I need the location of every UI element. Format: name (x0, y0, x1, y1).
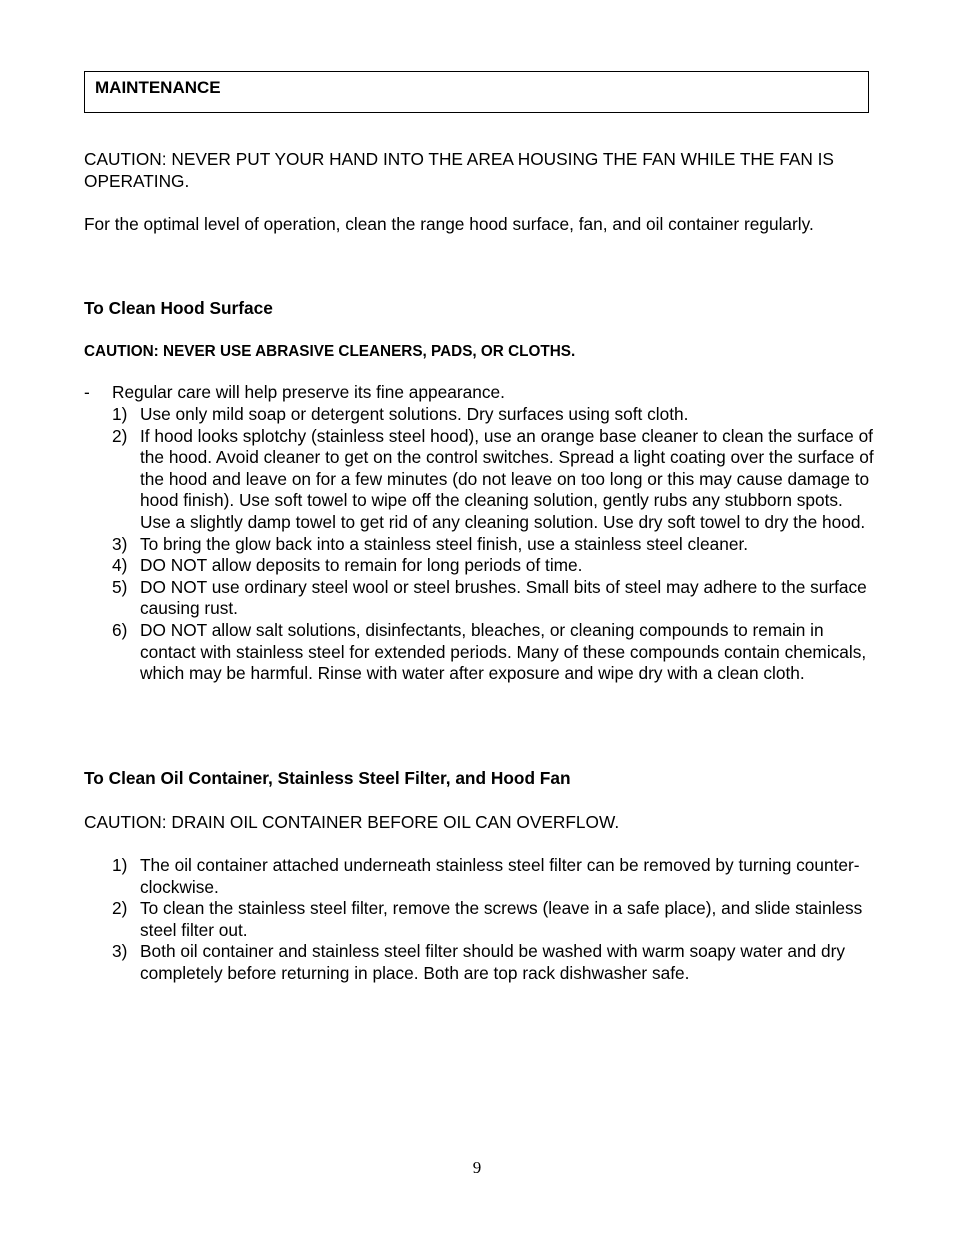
dash-bullet: - (84, 382, 90, 402)
section-title: MAINTENANCE (95, 78, 221, 97)
item-text: To clean the stainless steel filter, remove the screws (leave in a safe place), and slide stainless steel filter out. (140, 898, 863, 940)
list-item (112, 555, 874, 577)
oil-container-heading: To Clean Oil Container, Stainless Steel Filter, and Hood Fan (84, 768, 571, 788)
list-item (112, 534, 874, 556)
page-number: 9 (472, 1158, 482, 1177)
item-number: 2) (112, 898, 128, 919)
item-number: 3) (112, 941, 128, 962)
list-item (112, 404, 874, 426)
intro-paragraph: For the optimal level of operation, clean the range hood surface, fan, and oil container regularly. (84, 214, 814, 234)
hood-surface-caution: CAUTION: NEVER USE ABRASIVE CLEANERS, PADS, OR CLOTHS. (84, 343, 576, 360)
list-item (112, 898, 874, 941)
item-number: 4) (112, 555, 128, 576)
list-item (112, 941, 874, 984)
item-number: 1) (112, 404, 128, 424)
list-item (112, 620, 874, 685)
section-header-box (84, 71, 869, 113)
item-number: 6) (112, 619, 128, 640)
item-number: 2) (112, 425, 128, 446)
item-text: To bring the glow back into a stainless steel finish, use a stainless steel cleaner. (140, 533, 749, 554)
item-text: If hood looks splotchy (stainless steel hood), use an orange base cleaner to clean the surface of the hood. Avoid cleaner to get on the control switches. Spread a light coating over the surface of the hood and leave on for a few minutes (do not leave on too long or this may cause damage to hood finish). Use soft towel to wipe off the cleaning solution, gently rubs any stubborn spots. Use a slightly damp towel to get rid of any cleaning solution. Use dry soft towel to dry the hood. (140, 425, 874, 532)
hood-surface-steps (112, 404, 874, 685)
item-number: 3) (112, 533, 128, 554)
oil-container-steps (112, 855, 874, 985)
intro-caution: CAUTION: NEVER PUT YOUR HAND INTO THE AREA HOUSING THE FAN WHILE THE FAN IS OPERATING. (84, 149, 834, 191)
list-item (112, 577, 874, 620)
item-number: 5) (112, 576, 128, 597)
list-item (112, 855, 874, 898)
item-text: DO NOT use ordinary steel wool or steel brushes. Small bits of steel may adhere to the surface causing rust. (140, 576, 867, 619)
item-text: Use only mild soap or detergent solutions. Dry surfaces using soft cloth. (140, 404, 689, 424)
item-text: DO NOT allow salt solutions, disinfectants, bleaches, or cleaning compounds to remain in contact with stainless steel for extended periods. Many of these compounds contain chemicals, which may be harmful. Rinse with water after exposure and wipe dry with a clean cloth. (140, 619, 867, 684)
item-number: 1) (112, 855, 128, 875)
item-text: The oil container attached underneath stainless steel filter can be removed by turning counter-clockwise. (140, 855, 860, 897)
item-text: Both oil container and stainless steel filter should be washed with warm soapy water and dry completely before returning in place. Both are top rack dishwasher safe. (140, 941, 846, 983)
item-text: DO NOT allow deposits to remain for long periods of time. (140, 555, 583, 576)
list-item (112, 426, 874, 534)
hood-surface-heading: To Clean Hood Surface (84, 298, 273, 318)
dash-item-text: Regular care will help preserve its fine appearance. (112, 382, 505, 402)
oil-container-caution: CAUTION: DRAIN OIL CONTAINER BEFORE OIL CAN OVERFLOW. (84, 812, 620, 832)
